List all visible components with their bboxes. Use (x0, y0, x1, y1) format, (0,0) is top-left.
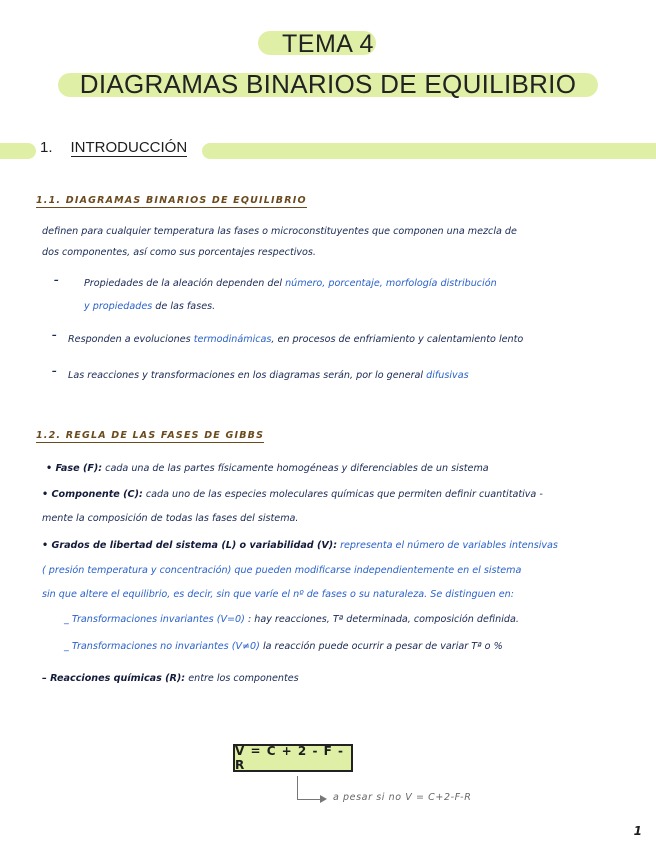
grados-definition-line-3: sin que altere el equilibrio, es decir, sin que varíe el nº de fases o su naturaleza. Se distinguen en: (42, 589, 514, 600)
intro-line-1: definen para cualquier temperatura las fases o microconstituyentes que componen una mezcla de (42, 226, 517, 237)
section-highlight-right (202, 143, 656, 159)
bullet-1-line-1: Propiedades de la aleación dependen del número, porcentaje, morfología distribución (84, 278, 497, 289)
bullet-3-line: Las reacciones y transformaciones en los diagramas serán, por lo general difusivas (68, 370, 469, 381)
formula-note: a pesar si no V = C+2-F-R (333, 792, 472, 803)
invariant-transformations: _ Transformaciones invariantes (V=0) : hay reacciones, Tª determinada, composición definida. (64, 614, 519, 625)
non-invariant-transformations: _ Transformaciones no invariantes (V≠0) la reacción puede ocurrir a pesar de variar Tª o % (64, 641, 503, 652)
page-title: TEMA 4 (282, 30, 374, 58)
grados-definition-line-2: ( presión temperatura y concentración) que pueden modificarse independientemente en el sistema (42, 565, 522, 576)
componente-definition-line-2: mente la composición de todas las fases del sistema. (42, 513, 299, 524)
subsection-heading-1-1: 1.1. DIAGRAMAS BINARIOS DE EQUILIBRIO (36, 195, 307, 206)
subsection-heading-1-2: 1.2. REGLA DE LAS FASES DE GIBBS (36, 430, 265, 441)
page-number: 1 (633, 824, 642, 838)
gibbs-formula-box: V = C + 2 - F - R (233, 744, 353, 772)
componente-definition-line-1: • Componente (C): cada uno de las especies moleculares químicas que permiten definir cuantitativa - (42, 489, 543, 500)
bullet-2-line: Responden a evoluciones termodinámicas, en procesos de enfriamiento y calentamiento lento (68, 334, 524, 345)
grados-definition-line-1: • Grados de libertad del sistema (L) o variabilidad (V): representa el número de variables intensivas (42, 540, 558, 551)
page-subtitle: DIAGRAMAS BINARIOS DE EQUILIBRIO (79, 69, 577, 99)
section-title: INTRODUCCIÓN (70, 139, 188, 156)
bullet-dash-3: – (52, 366, 57, 377)
section-highlight-left (0, 143, 36, 159)
arrow-right-icon (320, 795, 327, 803)
intro-line-2: dos componentes, así como sus porcentajes respectivos. (42, 247, 316, 258)
bullet-dash-2: – (52, 330, 57, 341)
fase-definition: • Fase (F): cada una de las partes físicamente homogéneas y diferenciables de un sistema (46, 463, 489, 474)
bullet-1-line-2: y propiedades de las fases. (84, 301, 216, 312)
reacciones-definition: – Reacciones químicas (R): entre los componentes (42, 673, 299, 684)
section-number: 1. (40, 139, 53, 156)
section-heading (40, 139, 187, 156)
bullet-dash-1: – (54, 275, 59, 286)
